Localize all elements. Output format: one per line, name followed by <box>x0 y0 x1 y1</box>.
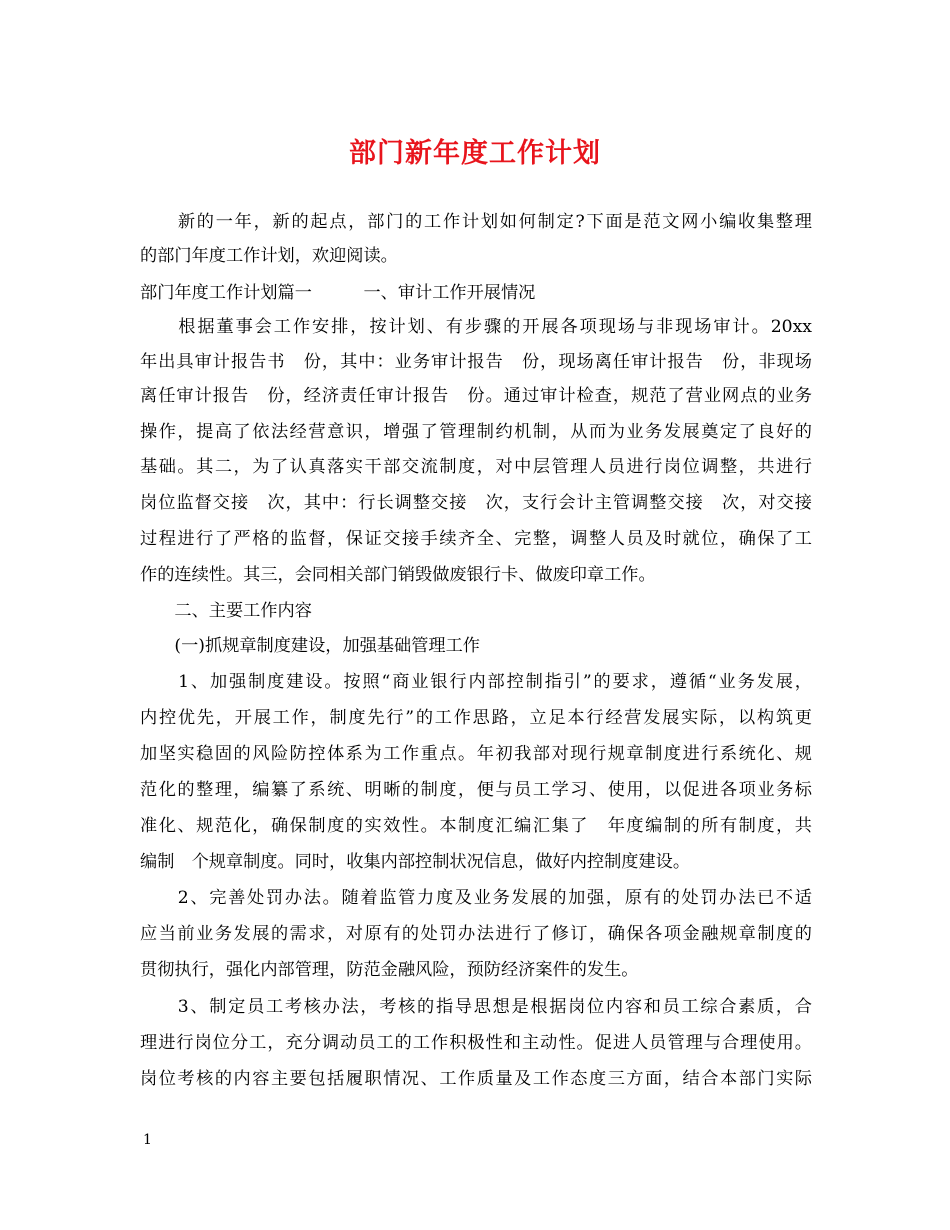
paragraph-line: 根据董事会工作安排，按计划、有步骤的开展各项现场与非现场审计。20xx <box>140 317 812 337</box>
paragraph-line: 年出具审计报告书 份，其中：业务审计报告 份，现场离任审计报告 份，非现场 <box>140 352 812 372</box>
paragraph-line: 3、制定员工考核办法，考核的指导思想是根据岗位内容和员工综合素质，合 <box>140 997 812 1017</box>
paragraph-line: 编制 个规章制度。同时，收集内部控制状况信息，做好内控制度建设。 <box>140 852 691 872</box>
paragraph-line: 的部门年度工作计划，欢迎阅读。 <box>140 246 398 266</box>
paragraph-line: 范化的整理，编纂了系统、明晰的制度，便与员工学习、使用，以促进各项业务标 <box>140 780 812 800</box>
paragraph-line: 2、完善处罚办法。随着监管力度及业务发展的加强，原有的处罚办法已不适 <box>140 888 812 908</box>
paragraph-line: 新的一年，新的起点，部门的工作计划如何制定?下面是范文网小编收集整理 <box>140 212 812 232</box>
section-heading-line: 二、主要工作内容 <box>140 601 312 621</box>
paragraph-line: 加坚实稳固的风险防控体系为工作重点。年初我部对现行规章制度进行系统化、规 <box>140 744 812 764</box>
paragraph-line: 作的连续性。其三，会同相关部门销毁做废银行卡、做废印章工作。 <box>140 565 656 585</box>
paragraph-line: 理进行岗位分工，充分调动员工的工作积极性和主动性。促进人员管理与合理使用。 <box>140 1033 812 1053</box>
section-heading-line: 部门年度工作计划篇一 一、审计工作开展情况 <box>140 283 536 303</box>
paragraph-line: 基础。其二，为了认真落实干部交流制度，对中层管理人员进行岗位调整，共进行 <box>140 457 812 477</box>
paragraph-line: 岗位监督交接 次，其中：行长调整交接 次，支行会计主管调整交接 次，对交接 <box>140 493 812 513</box>
paragraph-line: 过程进行了严格的监督，保证交接手续齐全、完整，调整人员及时就位，确保了工 <box>140 529 812 549</box>
document-title: 部门新年度工作计划 <box>349 138 601 169</box>
subsection-heading-line: (一)抓规章制度建设，加强基础管理工作 <box>140 636 480 656</box>
paragraph-line: 贯彻执行，强化内部管理，防范金融风险，预防经济案件的发生。 <box>140 960 639 980</box>
paragraph-line: 准化、规范化，确保制度的实效性。本制度汇编汇集了 年度编制的所有制度，共 <box>140 816 812 836</box>
paragraph-line: 离任审计报告 份，经济责任审计报告 份。通过审计检查，规范了营业网点的业务 <box>140 386 812 406</box>
paragraph-line: 应当前业务发展的需求，对原有的处罚办法进行了修订，确保各项金融规章制度的 <box>140 924 812 944</box>
paragraph-line: 1、加强制度建设。按照“商业银行内部控制指引”的要求，遵循“业务发展， <box>140 672 812 692</box>
paragraph-line: 岗位考核的内容主要包括履职情况、工作质量及工作态度三方面，结合本部门实际 <box>140 1069 812 1089</box>
paragraph-line: 操作，提高了依法经营意识，增强了管理制约机制，从而为业务发展奠定了良好的 <box>140 422 812 442</box>
page-number: 1 <box>143 1132 152 1148</box>
paragraph-line: 内控优先，开展工作，制度先行”的工作思路，立足本行经营发展实际，以构筑更 <box>140 708 812 728</box>
